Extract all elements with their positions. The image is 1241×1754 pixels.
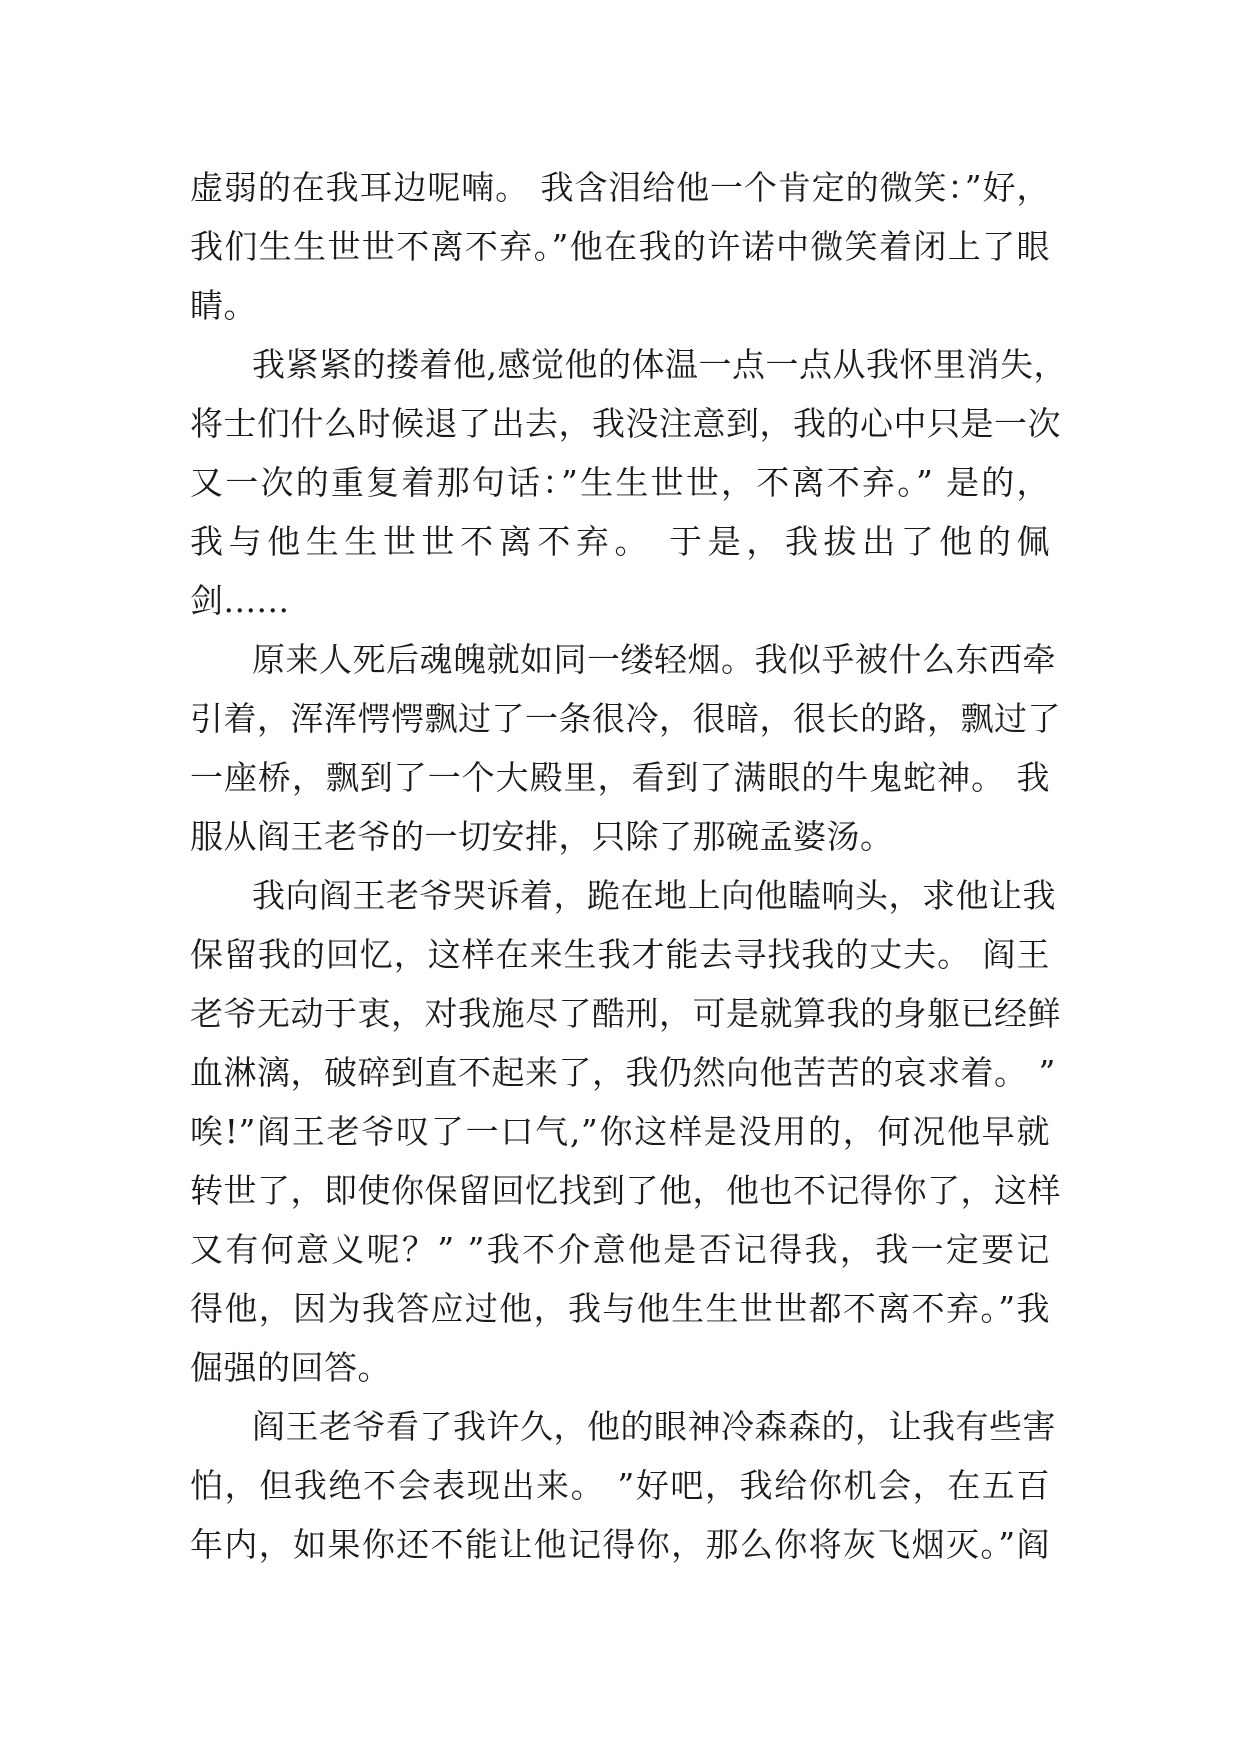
- paragraph-1: [190, 158, 1050, 335]
- text-line: 睛。: [190, 286, 257, 325]
- text-line: 倔强的回答。: [190, 1348, 391, 1387]
- paragraph-2: [190, 335, 1067, 630]
- paragraph-3: [190, 630, 1061, 866]
- paragraph-5: [190, 1397, 1056, 1574]
- text-line: 又一次的重复着那句话：”生生世世，不离不弃。” 是的，: [190, 463, 1050, 502]
- text-line: 老爷无动于衷，对我施尽了酷刑，可是就算我的身躯已经鲜: [190, 994, 1061, 1033]
- text-line: 原来人死后魂魄就如同一缕轻烟。我似乎被什么东西牵: [252, 640, 1056, 679]
- text-line: 转世了，即使你保留回忆找到了他，他也不记得你了，这样: [190, 1171, 1061, 1210]
- text-line: 又有何意义呢？” ”我不介意他是否记得我，我一定要记: [190, 1230, 1050, 1269]
- text-line: 虚弱的在我耳边呢喃。 我含泪给他一个肯定的微笑：”好，: [190, 168, 1050, 207]
- text-line: 剑......: [190, 581, 290, 620]
- text-line: 年内，如果你还不能让他记得你，那么你将灰飞烟灭。”阎: [190, 1525, 1050, 1564]
- text-line: 我向阎王老爷哭诉着，跪在地上向他瞌响头，求他让我: [252, 876, 1056, 915]
- text-line: 我与他生生世世不离不弃。 于是，我拔出了他的佩: [190, 522, 1050, 561]
- text-line: 将士们什么时候退了出去，我没注意到，我的心中只是一次: [190, 404, 1061, 443]
- text-line: 保留我的回忆，这样在来生我才能去寻找我的丈夫。 阎王: [190, 935, 1050, 974]
- text-line: 血淋漓，破碎到直不起来了，我仍然向他苦苦的哀求着。 ”: [190, 1053, 1056, 1092]
- story-text: [190, 158, 1067, 1574]
- paragraph-4: [190, 866, 1061, 1397]
- text-line: 服从阎王老爷的一切安排，只除了那碗孟婆汤。: [190, 817, 894, 856]
- text-line: 一座桥，飘到了一个大殿里，看到了满眼的牛鬼蛇神。 我: [190, 758, 1050, 797]
- text-line: 得他，因为我答应过他，我与他生生世世都不离不弃。”我: [190, 1289, 1050, 1328]
- text-line: 引着，浑浑愕愕飘过了一条很冷，很暗，很长的路，飘过了: [190, 699, 1061, 738]
- text-line: 怕，但我绝不会表现出来。 ”好吧，我给你机会，在五百: [190, 1466, 1050, 1505]
- text-line: 唉!”阎王老爷叹了一口气,”你这样是没用的，何况他早就: [190, 1112, 1050, 1151]
- text-line: 阎王老爷看了我许久，他的眼神冷森森的，让我有些害: [252, 1407, 1056, 1446]
- text-line: 我们生生世世不离不弃。”他在我的许诺中微笑着闭上了眼: [190, 227, 1050, 266]
- text-line: 我紧紧的搂着他,感觉他的体温一点一点从我怀里消失，: [252, 345, 1067, 384]
